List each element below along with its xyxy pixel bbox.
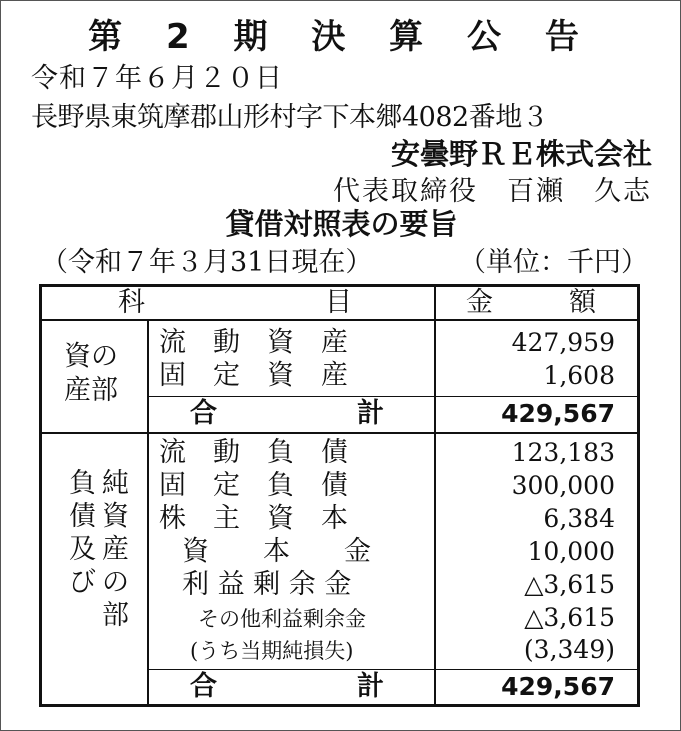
liabilities-row-label: 利 益 剰 余 金 [182,569,352,600]
liabilities-section-label-right: 純資産の部 [102,468,129,631]
liabilities-row-value: 123,183 [511,438,615,467]
assets-total-label-right: 計 [357,398,384,429]
balance-sheet-table [39,284,640,707]
liabilities-total-divider [147,669,637,670]
notice-date: 令和７年６月２０日 [31,63,283,94]
liabilities-row-value: 300,000 [511,471,615,500]
assets-total-divider [147,396,637,397]
assets-section-label-top: 資の [64,341,118,372]
company-address: 長野県東筑摩郡山形村字下本郷4082番地３ [31,102,549,133]
liabilities-row-label: 株 主 資 本 [159,503,348,534]
assets-row-value: 427,959 [511,328,615,357]
liabilities-total-value: 429,567 [501,672,615,701]
header-amount-left: 金 [466,287,493,318]
liabilities-row-value: △3,615 [524,570,615,599]
assets-row-label: 流 動 資 産 [159,327,348,358]
liabilities-row-value: (3,349) [523,635,615,664]
assets-row-value: 1,608 [543,361,615,390]
assets-row-label: 固 定 資 産 [159,360,348,391]
company-name: 安曇野ＲＥ株式会社 [390,137,652,171]
section-column-divider [147,319,149,704]
balance-sheet-date: （令和７年３月31日現在） [41,247,373,278]
liabilities-row-label: 資 本 金 [182,536,371,567]
notice-title: 第 2 期 決 算 公 告 [88,17,595,57]
liabilities-row-value: 10,000 [527,537,615,566]
header-item-right: 目 [325,287,352,318]
liabilities-row-label: 流 動 負 債 [159,437,348,468]
liabilities-row-label: その他利益剰余金 [198,607,366,631]
header-amount-right: 額 [569,287,596,318]
balance-sheet-unit: （単位：千円） [459,247,648,278]
liabilities-row-value: 6,384 [543,504,615,533]
liabilities-section-label-left: 負債及び [69,468,96,598]
header-item-left: 科 [118,287,145,318]
representative-name: 代表取締役 百瀬 久志 [333,176,652,207]
assets-total-label-left: 合 [190,398,217,429]
header-divider [42,319,637,321]
assets-total-value: 429,567 [501,399,615,428]
liabilities-row-value: △3,615 [524,603,615,632]
assets-section-label-bottom: 産部 [64,375,118,406]
assets-section-divider [42,432,637,434]
liabilities-total-label-left: 合 [190,671,217,702]
liabilities-row-label: 固 定 負 債 [159,470,348,501]
balance-sheet-title: 貸借対照表の要旨 [225,207,458,241]
liabilities-row-label: (うち当期純損失) [190,639,354,663]
liabilities-total-label-right: 計 [357,671,384,702]
